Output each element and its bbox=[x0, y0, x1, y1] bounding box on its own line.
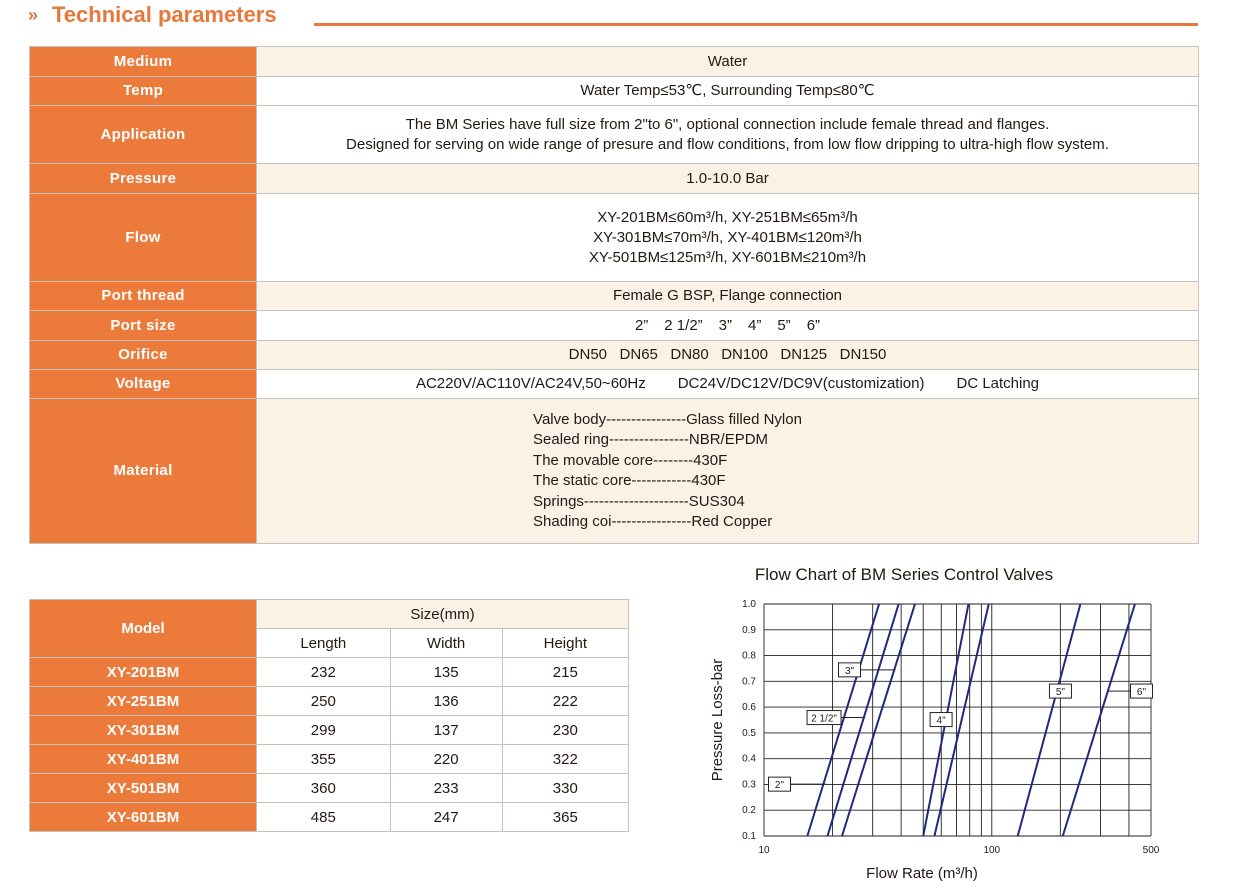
y-tick-label: 0.7 bbox=[742, 676, 756, 688]
model-cell: XY-601BM bbox=[30, 803, 257, 832]
header-rule bbox=[314, 23, 1198, 26]
column-header-length: Length bbox=[257, 629, 391, 658]
material-line: Sealed ring----------------NBR/EPDM bbox=[533, 431, 769, 448]
material-line: The static core------------430F bbox=[533, 472, 726, 489]
port-size-value: 6” bbox=[806, 316, 821, 334]
height-cell: 322 bbox=[502, 745, 628, 774]
height-cell: 215 bbox=[502, 658, 628, 687]
spec-row-voltage bbox=[30, 370, 1199, 399]
length-cell: 485 bbox=[257, 803, 391, 832]
x-tick-label: 10 bbox=[758, 845, 770, 856]
y-axis-label: Pressure Loss-bar bbox=[709, 658, 726, 782]
voltage-ac: AC220V/AC110V/AC24V,50~60Hz bbox=[415, 375, 646, 392]
flow-line: XY-201BM≤60m³/h, XY-251BM≤65m³/h bbox=[597, 208, 858, 226]
width-cell: 233 bbox=[390, 774, 502, 803]
series-label: 2" bbox=[774, 780, 785, 792]
spec-value: Water bbox=[257, 47, 1199, 77]
spec-label: Pressure bbox=[30, 164, 257, 194]
series-line bbox=[1063, 604, 1135, 836]
x-axis-label: Flow Rate (m³/h) bbox=[866, 865, 978, 882]
flow-line: XY-501BM≤125m³/h, XY-601BM≤210m³/h bbox=[588, 248, 867, 266]
table-row bbox=[30, 687, 629, 716]
series-label: 3" bbox=[844, 665, 855, 677]
spec-value bbox=[257, 106, 1199, 164]
x-tick-label: 500 bbox=[1142, 845, 1160, 856]
y-tick-label: 0.5 bbox=[742, 727, 756, 739]
port-size-value: 2 1/2” bbox=[664, 316, 703, 334]
section-title: Technical parameters bbox=[52, 2, 277, 27]
table-row bbox=[30, 716, 629, 745]
model-cell: XY-401BM bbox=[30, 745, 257, 774]
table-row bbox=[30, 658, 629, 687]
port-size-value: 4” bbox=[748, 316, 762, 334]
spec-row-port-size bbox=[30, 311, 1199, 341]
application-line: The BM Series have full size from 2"to 6", optional connection include female thread and flanges. bbox=[405, 115, 1050, 133]
flow-chart bbox=[700, 560, 1220, 890]
spec-row-orifice bbox=[30, 341, 1199, 370]
size-header: Size(mm) bbox=[257, 600, 629, 629]
y-tick-label: 0.4 bbox=[742, 753, 756, 765]
model-header: Model bbox=[30, 600, 257, 658]
table-row bbox=[30, 745, 629, 774]
dimensions-table bbox=[29, 599, 629, 832]
y-tick-label: 0.1 bbox=[742, 831, 756, 842]
spec-value: Water Temp≤53℃, Surrounding Temp≤80℃ bbox=[257, 77, 1199, 106]
material-line: Valve body----------------Glass filled Nylon bbox=[533, 410, 802, 428]
series-line bbox=[842, 604, 915, 836]
length-cell: 232 bbox=[257, 658, 391, 687]
spec-value bbox=[257, 194, 1199, 282]
column-header-width: Width bbox=[390, 629, 502, 658]
spec-label: Flow bbox=[30, 194, 257, 282]
material-line: Springs---------------------SUS304 bbox=[533, 492, 745, 510]
spec-row-medium bbox=[30, 47, 1199, 77]
model-cell: XY-501BM bbox=[30, 774, 257, 803]
spec-value bbox=[257, 399, 1199, 544]
width-cell: 220 bbox=[390, 745, 502, 774]
width-cell: 247 bbox=[390, 803, 502, 832]
length-cell: 250 bbox=[257, 687, 391, 716]
spec-label: Application bbox=[30, 106, 257, 164]
material-line: Shading coi----------------Red Copper bbox=[533, 513, 773, 530]
width-cell: 135 bbox=[390, 658, 502, 687]
flow-line: XY-301BM≤70m³/h, XY-401BM≤120m³/h bbox=[593, 228, 862, 246]
spec-value bbox=[257, 370, 1199, 399]
spec-value: Female G BSP, Flange connection bbox=[257, 282, 1199, 311]
spec-row-material bbox=[30, 399, 1199, 544]
width-cell: 136 bbox=[390, 687, 502, 716]
y-tick-label: 0.9 bbox=[742, 624, 756, 636]
port-size-value: 3” bbox=[718, 316, 732, 334]
height-cell: 330 bbox=[502, 774, 628, 803]
spec-row-flow bbox=[30, 194, 1199, 282]
spec-value: DN50 DN65 DN80 DN100 DN125 DN150 bbox=[257, 341, 1199, 370]
x-tick-label: 100 bbox=[983, 845, 1001, 856]
height-cell: 230 bbox=[502, 716, 628, 745]
y-tick-label: 0.2 bbox=[742, 805, 756, 817]
length-cell: 299 bbox=[257, 716, 391, 745]
spec-row-temp bbox=[30, 77, 1199, 106]
y-tick-label: 1.0 bbox=[742, 599, 756, 610]
series-line bbox=[1018, 604, 1081, 836]
dims-header-row bbox=[30, 600, 629, 629]
spec-label: Material bbox=[30, 399, 257, 544]
model-cell: XY-201BM bbox=[30, 658, 257, 687]
spec-row-port-thread bbox=[30, 282, 1199, 311]
spec-label: Temp bbox=[30, 77, 257, 106]
column-header-height: Height bbox=[502, 629, 628, 658]
y-tick-label: 0.8 bbox=[742, 650, 756, 662]
double-chevron-icon: » bbox=[28, 5, 35, 25]
spec-value: 1.0-10.0 Bar bbox=[257, 164, 1199, 194]
section-header bbox=[28, 2, 1198, 30]
length-cell: 355 bbox=[257, 745, 391, 774]
y-tick-label: 0.3 bbox=[742, 779, 756, 791]
port-size-value: 5” bbox=[777, 316, 791, 334]
table-row bbox=[30, 803, 629, 832]
material-line: The movable core--------430F bbox=[533, 451, 728, 469]
height-cell: 222 bbox=[502, 687, 628, 716]
application-line: Designed for serving on wide range of presure and flow conditions, from low flow dripping to ultra-high flow system. bbox=[346, 135, 1109, 153]
width-cell: 137 bbox=[390, 716, 502, 745]
voltage-latching: DC Latching bbox=[956, 375, 1040, 392]
spec-table bbox=[29, 46, 1199, 544]
spec-value bbox=[257, 311, 1199, 341]
spec-label: Port thread bbox=[30, 282, 257, 311]
spec-row-pressure bbox=[30, 164, 1199, 194]
y-tick-label: 0.6 bbox=[742, 702, 756, 714]
spec-label: Medium bbox=[30, 47, 257, 77]
spec-label: Voltage bbox=[30, 370, 257, 399]
series-label: 2 1/2" bbox=[811, 713, 837, 725]
voltage-dc: DC24V/DC12V/DC9V(customization) bbox=[677, 375, 925, 392]
length-cell: 360 bbox=[257, 774, 391, 803]
spec-row-application bbox=[30, 106, 1199, 164]
series-label: 4" bbox=[936, 715, 946, 727]
height-cell: 365 bbox=[502, 803, 628, 832]
model-cell: XY-251BM bbox=[30, 687, 257, 716]
spec-label: Orifice bbox=[30, 341, 257, 370]
spec-label: Port size bbox=[30, 311, 257, 341]
port-size-value: 2” bbox=[634, 316, 649, 334]
series-label: 6" bbox=[1136, 687, 1147, 699]
table-row bbox=[30, 774, 629, 803]
chart-title: Flow Chart of BM Series Control Valves bbox=[754, 565, 1054, 584]
model-cell: XY-301BM bbox=[30, 716, 257, 745]
series-label: 5" bbox=[1055, 687, 1066, 699]
